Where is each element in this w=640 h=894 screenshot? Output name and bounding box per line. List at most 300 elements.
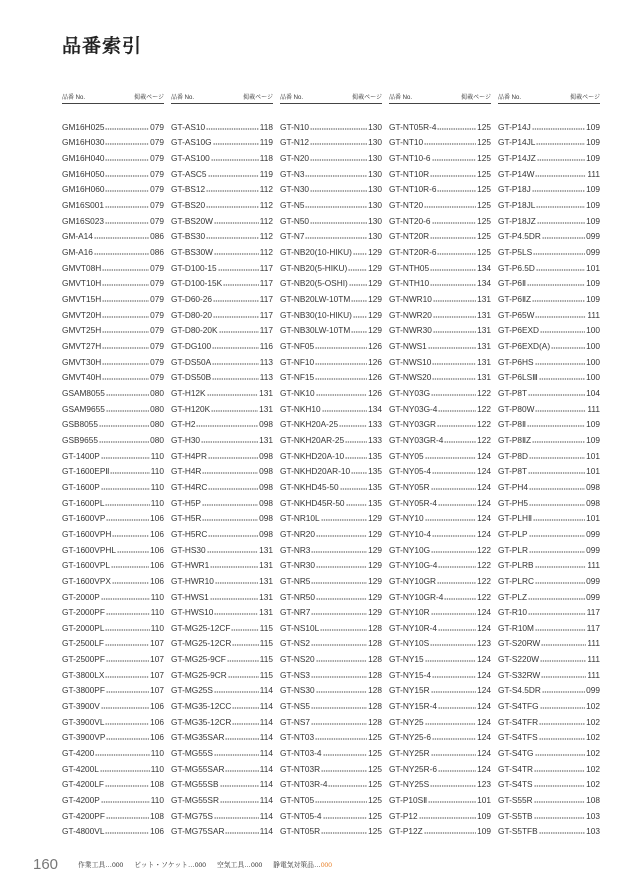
index-row (171, 463, 273, 479)
leader-dots (225, 832, 258, 834)
page-reference: 112 (259, 184, 273, 195)
page-reference: 109 (586, 137, 600, 148)
part-number: GT-NS7 (280, 716, 310, 727)
page-reference: 129 (368, 513, 382, 524)
part-number: GT-P14JL (498, 137, 536, 148)
part-number: GT-MG55SR (171, 795, 219, 806)
section-label: 作業工具 (78, 862, 106, 869)
index-row (280, 808, 382, 824)
leader-dots (316, 598, 367, 600)
part-number: GT-NKH20AR-25 (280, 434, 345, 445)
part-number: GT-DS50A (171, 356, 212, 367)
page-reference: 102 (586, 763, 600, 774)
leader-dots (541, 676, 586, 678)
index-list (389, 119, 491, 839)
part-number: GT-N3 (280, 168, 305, 179)
page-reference: 122 (477, 403, 491, 414)
part-number: GT-NY05R-4 (389, 497, 437, 508)
leader-dots (311, 707, 367, 709)
index-row (280, 370, 382, 386)
index-row (498, 604, 600, 620)
page-reference: 130 (368, 200, 382, 211)
leader-dots (424, 143, 476, 145)
index-row (389, 416, 491, 432)
part-number: GT-NY05-4 (389, 466, 431, 477)
leader-dots (102, 378, 149, 380)
leader-dots (202, 472, 258, 474)
leader-dots (105, 128, 149, 130)
leader-dots (320, 629, 367, 631)
index-row (389, 276, 491, 292)
page-reference: 098 (259, 513, 273, 524)
index-row (280, 683, 382, 699)
page-reference: 124 (477, 466, 491, 477)
page-reference: 098 (586, 497, 600, 508)
part-number: GT-NY10GR (389, 575, 437, 586)
part-number: GT-H120K (171, 403, 211, 414)
page-reference: 112 (259, 200, 273, 211)
page-reference: 101 (586, 450, 600, 461)
leader-dots (111, 566, 149, 568)
part-number: GT-H5P (171, 497, 201, 508)
leader-dots (311, 613, 367, 615)
page-reference: 109 (586, 434, 600, 445)
index-row (498, 150, 600, 166)
leader-dots (542, 237, 585, 239)
index-row (171, 307, 273, 323)
leader-dots (101, 598, 150, 600)
page-reference: 107 (150, 654, 164, 665)
part-number: GT-S4TR (498, 763, 534, 774)
leader-dots (535, 582, 585, 584)
page-reference: 079 (150, 372, 164, 383)
index-row (498, 542, 600, 558)
page-reference: 114 (259, 732, 273, 743)
index-row (171, 197, 273, 213)
index-row (280, 197, 382, 213)
page-reference: 109 (586, 419, 600, 430)
part-number: GT-1600VPX (62, 575, 111, 586)
section-label: 空気工具 (216, 862, 245, 869)
leader-dots (438, 410, 476, 412)
leader-dots (213, 300, 259, 302)
leader-dots (536, 206, 585, 208)
page-reference: 106 (150, 544, 164, 555)
leader-dots (225, 738, 258, 740)
leader-dots (106, 738, 149, 740)
page-reference: 135 (368, 450, 382, 461)
part-number: GT-NT10R-6 (389, 184, 437, 195)
part-number: GT-4200 (62, 748, 95, 759)
part-number: GT-4800VL (62, 826, 105, 837)
leader-dots (437, 582, 476, 584)
page-reference: 099 (586, 247, 600, 258)
leader-dots (316, 660, 368, 662)
part-number: GT-PLRB (498, 560, 534, 571)
page-reference: 131 (477, 325, 491, 336)
page-reference: 124 (477, 607, 491, 618)
column-header (62, 92, 164, 104)
leader-dots (101, 801, 150, 803)
index-row (389, 808, 491, 824)
page-reference: 098 (259, 419, 273, 430)
part-number: GT-P8T (498, 387, 528, 398)
part-number: GT-H4RC (171, 481, 208, 492)
leader-dots (95, 754, 149, 756)
leader-dots (105, 143, 149, 145)
page-reference: 124 (477, 450, 491, 461)
part-number: GT-3900VP (62, 732, 106, 743)
part-number: GT-NR20 (280, 528, 316, 539)
index-row (171, 777, 273, 793)
index-row (498, 432, 600, 448)
leader-dots (106, 817, 149, 819)
part-number: GT-NY10 (389, 513, 424, 524)
index-row (280, 307, 382, 323)
index-row (62, 683, 164, 699)
part-number: GT-MG75S (171, 810, 213, 821)
index-row (280, 792, 382, 808)
part-number: GT-S4TS (498, 779, 533, 790)
leader-dots (316, 566, 367, 568)
index-row (498, 448, 600, 464)
part-number: GT-R10 (498, 607, 528, 618)
leader-dots (316, 691, 368, 693)
page-reference: 079 (150, 153, 164, 164)
part-number: GT-NR50 (280, 591, 316, 602)
part-number: GMVT30H (62, 356, 102, 367)
leader-dots (228, 676, 259, 678)
part-number: GT-NKHD45R-50 (280, 497, 345, 508)
part-number: GT-PLR (498, 544, 528, 555)
index-row (498, 510, 600, 526)
part-number: GT-2000PF (62, 607, 105, 618)
index-row (498, 260, 600, 276)
page-reference: 100 (586, 372, 600, 383)
part-number: GT-PH5 (498, 497, 528, 508)
section-entry (217, 862, 262, 869)
index-row (171, 244, 273, 260)
page-reference: 110 (150, 795, 164, 806)
index-row (389, 385, 491, 401)
index-row (498, 714, 600, 730)
column-header-page: 掲載ページ (352, 95, 382, 101)
leader-dots (528, 613, 586, 615)
index-row (62, 307, 164, 323)
part-number: GT-P6Ⅱ (498, 278, 527, 289)
leader-dots (102, 284, 149, 286)
page-reference: 080 (150, 419, 164, 430)
column-header-part-no: 品番 No. (280, 95, 304, 101)
index-row (389, 683, 491, 699)
part-number: GT-NK10 (280, 387, 315, 398)
leader-dots (432, 159, 477, 161)
index-row (62, 119, 164, 135)
part-number: GT-NTH05 (389, 262, 430, 273)
index-row (389, 197, 491, 213)
index-row (498, 338, 600, 354)
leader-dots (542, 691, 585, 693)
page-reference: 131 (477, 372, 491, 383)
leader-dots (211, 410, 258, 412)
index-row (280, 542, 382, 558)
index-row (389, 260, 491, 276)
index-row (171, 573, 273, 589)
index-row (280, 667, 382, 683)
leader-dots (117, 551, 149, 553)
part-number: GT-N7 (280, 231, 305, 242)
index-row (62, 636, 164, 652)
part-number: GT-BS20 (171, 200, 206, 211)
index-row (389, 150, 491, 166)
index-row (498, 620, 600, 636)
page-reference: 079 (150, 200, 164, 211)
index-row (280, 323, 382, 339)
index-row (280, 463, 382, 479)
page-number: 160 (33, 856, 59, 873)
part-number: GT-H30 (171, 434, 201, 445)
page-reference: 131 (259, 607, 273, 618)
page-reference: 125 (368, 748, 382, 759)
part-number: GT-P8Ⅱ (498, 419, 527, 430)
index-list (62, 119, 164, 839)
part-number: GT-DG100 (171, 341, 212, 352)
leader-dots (535, 175, 586, 177)
index-row (280, 150, 382, 166)
part-number: GT-NY10R-4 (389, 622, 437, 633)
page-reference: 110 (150, 748, 164, 759)
page-reference: 131 (477, 309, 491, 320)
index-row (280, 119, 382, 135)
part-number: GT-P6LSⅢ (498, 372, 538, 383)
index-row (280, 401, 382, 417)
index-row (171, 745, 273, 761)
leader-dots (315, 738, 367, 740)
page-reference: 102 (586, 732, 600, 743)
page-reference: 102 (586, 701, 600, 712)
section-page: 000 (250, 862, 263, 869)
part-number: GT-NWR30 (389, 325, 432, 336)
leader-dots (101, 457, 150, 459)
page-reference: 114 (259, 810, 273, 821)
index-row (62, 260, 164, 276)
page-reference: 112 (259, 247, 273, 258)
part-number: GMVT08H (62, 262, 102, 273)
leader-dots (529, 535, 586, 537)
index-row (498, 370, 600, 386)
leader-dots (539, 378, 585, 380)
part-number: GT-MG75SAR (171, 826, 225, 837)
part-number: GT-D80-20K (171, 325, 218, 336)
index-row (498, 323, 600, 339)
part-number: GT-H5R (171, 513, 202, 524)
index-row (389, 636, 491, 652)
part-number: GT-P6EXD(A) (498, 341, 551, 352)
index-row (389, 824, 491, 840)
index-row (498, 479, 600, 495)
part-number: GT-MG25-12CR (171, 638, 232, 649)
part-number: GMVT10H (62, 278, 102, 289)
page-reference: 134 (477, 278, 491, 289)
index-row (498, 401, 600, 417)
part-number: GT-MG55SAR (171, 763, 225, 774)
page-reference: 079 (150, 341, 164, 352)
index-row (389, 573, 491, 589)
part-number: GT-MG25-9CF (171, 654, 226, 665)
part-number: GT-H2 (171, 419, 196, 430)
index-row (171, 651, 273, 667)
page-reference: 124 (477, 528, 491, 539)
leader-dots (102, 331, 149, 333)
index-row (280, 745, 382, 761)
leader-dots (348, 269, 367, 271)
index-row (171, 260, 273, 276)
page-reference: 125 (477, 153, 491, 164)
part-number: GT-NY15-4 (389, 669, 431, 680)
index-row (389, 667, 491, 683)
index-row (171, 792, 273, 808)
section-leader: … (313, 862, 321, 869)
index-row (389, 730, 491, 746)
leader-dots (99, 425, 149, 427)
page-reference: 110 (150, 591, 164, 602)
index-row (62, 604, 164, 620)
index-row (171, 213, 273, 229)
column-header-part-no: 品番 No. (62, 95, 86, 101)
page-reference: 110 (150, 466, 164, 477)
leader-dots (105, 206, 149, 208)
index-row (389, 354, 491, 370)
index-row (389, 745, 491, 761)
index-row (62, 824, 164, 840)
index-row (280, 636, 382, 652)
part-number: GT-1600VPL (62, 560, 110, 571)
part-number: GM-A14 (62, 231, 93, 242)
leader-dots (94, 253, 149, 255)
page-reference: 102 (586, 716, 600, 727)
page-reference: 128 (368, 638, 382, 649)
leader-dots (232, 644, 258, 646)
index-row (171, 276, 273, 292)
index-row (280, 416, 382, 432)
leader-dots (534, 817, 586, 819)
page-reference: 117 (259, 309, 273, 320)
index-row (62, 667, 164, 683)
index-row (280, 573, 382, 589)
leader-dots (535, 566, 587, 568)
page-reference: 129 (368, 262, 382, 273)
part-number: GT-1600EPⅡ (62, 466, 110, 477)
index-row (389, 307, 491, 323)
page-reference: 098 (586, 481, 600, 492)
index-row (62, 714, 164, 730)
part-number: GT-NY10R (389, 607, 430, 618)
page-reference: 124 (477, 669, 491, 680)
section-index (78, 861, 341, 870)
index-row (498, 276, 600, 292)
index-row (280, 620, 382, 636)
page-reference: 100 (586, 325, 600, 336)
page-reference: 129 (368, 278, 382, 289)
index-row (389, 495, 491, 511)
page-reference: 124 (477, 481, 491, 492)
page-reference: 080 (150, 403, 164, 414)
index-row (171, 636, 273, 652)
part-number: GT-NF15 (280, 372, 315, 383)
part-number: GT-H4PR (171, 450, 207, 461)
part-number: GT-N12 (280, 137, 310, 148)
index-row (171, 761, 273, 777)
index-row (171, 667, 273, 683)
part-number: GT-NB20(5-HIKU) (280, 262, 348, 273)
part-number: GT-NWS10 (389, 356, 432, 367)
index-row (498, 651, 600, 667)
part-number: GT-D80-20 (171, 309, 213, 320)
page-reference: 109 (586, 215, 600, 226)
page-reference: 135 (368, 497, 382, 508)
index-row (280, 698, 382, 714)
leader-dots (529, 488, 585, 490)
part-number: GT-D60-26 (171, 294, 213, 305)
page-reference: 108 (150, 779, 164, 790)
index-row (498, 792, 600, 808)
part-number: GSB8055 (62, 419, 98, 430)
index-row (280, 730, 382, 746)
part-number: GT-NKH10 (280, 403, 321, 414)
page-reference: 117 (259, 325, 273, 336)
index-row (498, 589, 600, 605)
page-reference: 100 (586, 341, 600, 352)
page-reference: 129 (368, 575, 382, 586)
column-header-page: 掲載ページ (461, 95, 491, 101)
page-reference: 124 (477, 654, 491, 665)
leader-dots (214, 222, 259, 224)
index-row (171, 291, 273, 307)
leader-dots (208, 488, 258, 490)
leader-dots (213, 316, 259, 318)
index-row (280, 495, 382, 511)
part-number: GT-NS2 (280, 638, 310, 649)
page-reference: 106 (150, 826, 164, 837)
page-reference: 130 (368, 215, 382, 226)
index-row (62, 291, 164, 307)
leader-dots (311, 723, 367, 725)
index-row (171, 542, 273, 558)
page-reference: 129 (368, 591, 382, 602)
column-header-page: 掲載ページ (570, 95, 600, 101)
column-header-page: 掲載ページ (243, 95, 273, 101)
index-row (498, 385, 600, 401)
part-number: GT-P12Z (389, 826, 423, 837)
part-number: GT-NS30 (280, 685, 315, 696)
part-number: GT-3800PF (62, 685, 105, 696)
index-row (280, 260, 382, 276)
index-row (62, 651, 164, 667)
leader-dots (106, 519, 149, 521)
index-row (171, 135, 273, 151)
index-row (62, 463, 164, 479)
leader-dots (196, 425, 258, 427)
page-reference: 110 (150, 607, 164, 618)
leader-dots (207, 551, 259, 553)
leader-dots (539, 738, 586, 740)
leader-dots (432, 363, 476, 365)
part-number: GT-NT05R-4 (389, 121, 437, 132)
part-number: GT-2000PL (62, 622, 105, 633)
leader-dots (431, 691, 477, 693)
page-reference: 114 (259, 763, 273, 774)
page-title: 品番索引 (62, 36, 143, 57)
